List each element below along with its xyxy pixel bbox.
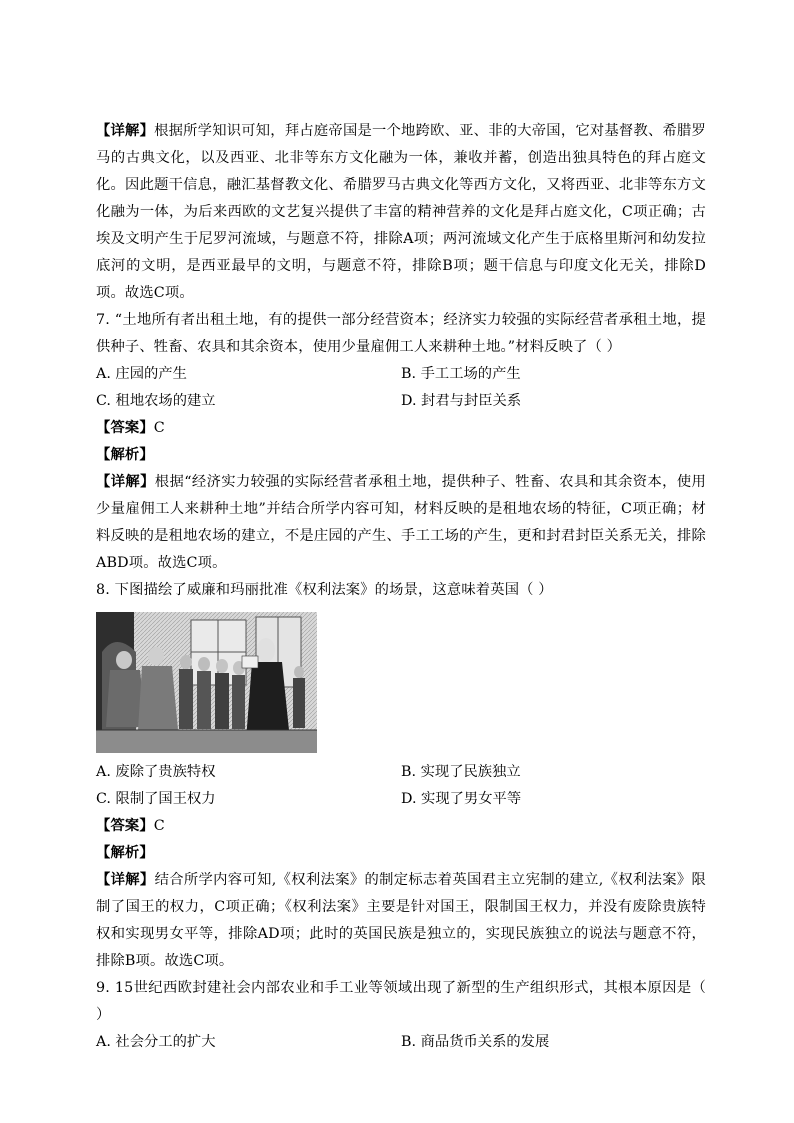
answer-tag: 【答案】 (96, 420, 154, 436)
detail-tag: 【详解】 (96, 123, 155, 139)
detail-text: 结合所学内容可知,《权利法案》的制定标志着英国君主立宪制的建立,《权利法案》限制了国王的权力，C项正确；《权利法案》主要是针对国王，限制国王权力，并没有废除贵族特权和实现男女平等，排除AD项；此时的英国民族是独立的，实现民族独立的说法与题意不符，排除B项。故选C项。 (96, 872, 706, 969)
q8-option-c: C. 限制了国王权力 (96, 791, 216, 807)
q8-analysis (96, 840, 706, 867)
q8-option-d: D. 实现了男女平等 (401, 791, 522, 807)
detail-text: 根据“经济实力较强的实际经营者承租土地，提供种子、牲畜、农具和其余资本，使用少量雇佣工人来耕种土地”并结合所学内容可知，材料反映的是租地农场的特征，C项正确；材料反映的是租地农场的建立，不是庄园的产生、手工工场的产生，更和封君封臣关系无关，排除ABD项。故选C项。 (96, 474, 706, 571)
q8-options-row1 (96, 759, 706, 786)
detail-tag: 【详解】 (96, 872, 155, 888)
bill-of-rights-engraving (96, 612, 317, 753)
q8-answer (96, 813, 706, 840)
document-page (96, 118, 706, 1056)
q9-stem: 9. 15世纪西欧封建社会内部农业和手工业等领域出现了新型的生产组织形式，其根本原因是（ ） (96, 980, 706, 1023)
q8-option-b: B. 实现了民族独立 (401, 764, 521, 780)
q9-option-a: A. 社会分工的扩大 (96, 1034, 216, 1050)
engraving-illustration (96, 612, 317, 753)
q7-options-row1 (96, 361, 706, 388)
answer-value: C (153, 818, 165, 834)
q7-analysis (96, 442, 706, 469)
answer-tag: 【答案】 (96, 818, 154, 834)
detail-text: 根据所学知识可知，拜占庭帝国是一个地跨欧、亚、非的大帝国，它对基督教、希腊罗马的古典文化，以及西亚、北非等东方文化融为一体，兼收并蓄，创造出独具特色的拜占庭文化。因此题干信息，融汇基督教文化、希腊罗马古典文化等西方文化，又将西亚、北非等东方文化融为一体，为后来西欧的文艺复兴提供了丰富的精神营养的文化是拜占庭文化，C项正确；古埃及文明产生于尼罗河流域，与题意不符，排除A项；两河流域文化产生于底格里斯河和幼发拉底河的文明，是西亚最早的文明，与题意不符，排除B项；题干信息与印度文化无关，排除D项。故选C项。 (96, 123, 706, 301)
q8-option-a: A. 废除了贵族特权 (96, 764, 216, 780)
q8-options-row2 (96, 786, 706, 813)
q8-stem: 8. 下图描绘了威廉和玛丽批准《权利法案》的场景，这意味着英国（ ） (96, 582, 553, 598)
answer-value: C (153, 420, 165, 436)
q7-answer (96, 415, 706, 442)
q7-options-row2 (96, 388, 706, 415)
q7-detail (96, 469, 706, 577)
q7-stem: 7. “土地所有者出租土地，有的提供一部分经营资本；经济实力较强的实际经营者承租土地，提供种子、牲畜、农具和其余资本，使用少量雇佣工人来耕种土地。”材料反映了（ ） (96, 312, 706, 355)
q7-option-c: C. 租地农场的建立 (96, 393, 216, 409)
analysis-tag: 【解析】 (96, 447, 154, 463)
q6-detail (96, 118, 706, 307)
q7-option-d: D. 封君与封臣关系 (401, 393, 522, 409)
q7-option-b: B. 手工工场的产生 (401, 366, 521, 382)
q7-option-a: A. 庄园的产生 (96, 366, 187, 382)
q9-options-row1 (96, 1029, 706, 1056)
q8-detail (96, 867, 706, 975)
q9-option-b: B. 商品货币关系的发展 (401, 1034, 550, 1050)
detail-tag: 【详解】 (96, 474, 155, 490)
analysis-tag: 【解析】 (96, 845, 154, 861)
